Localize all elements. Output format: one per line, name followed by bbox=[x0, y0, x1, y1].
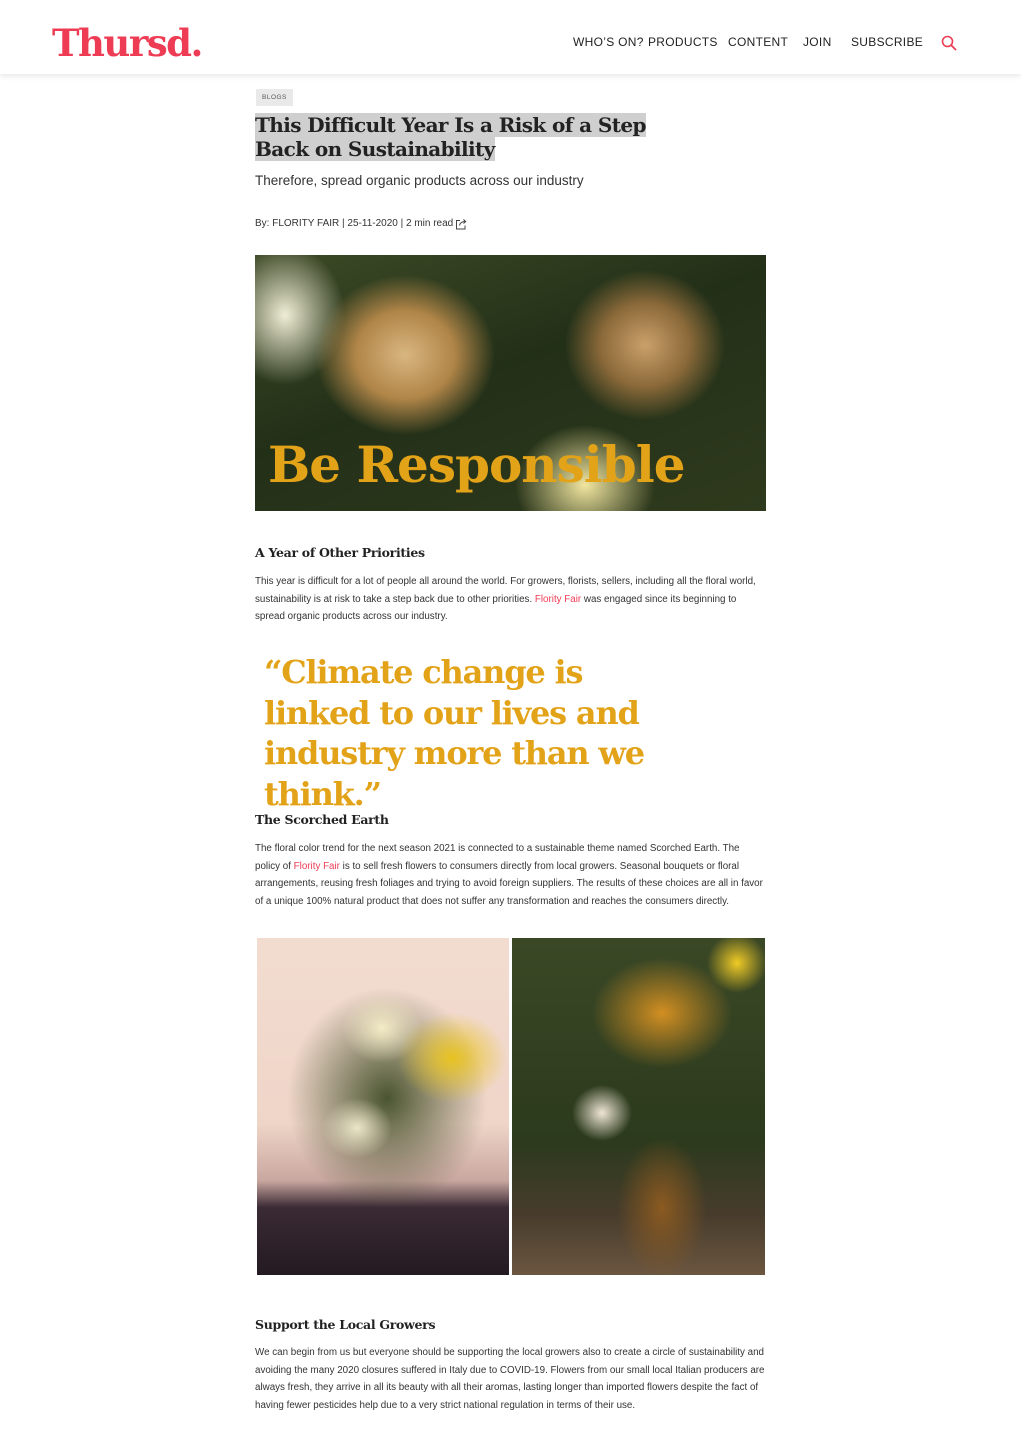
text-segment: is to sell fresh flowers to consumers directly from local growers. Seasonal bouquets or floral arrangements, reusing fresh foliages and trying to avoid foreign suppliers. The results of these choices are all in favor of a unique 100% natural product that does not suffer any transformation and reaches the consumers directly. bbox=[255, 860, 763, 907]
site-logo[interactable]: Thursd. bbox=[52, 21, 202, 65]
bouquet-photo-left bbox=[257, 938, 509, 1275]
nav-subscribe[interactable]: SUBSCRIBE bbox=[851, 35, 924, 49]
nav-content[interactable]: CONTENT bbox=[728, 35, 789, 49]
nav-join[interactable]: JOIN bbox=[803, 35, 832, 49]
section-text-local-growers: We can begin from us but everyone should be supporting the local growers also to create a circle of sustainability and avoiding the many 2020 closures suffered in Italy due to COVID-19. Flowers from our small local Italian producers are always fresh, they arrive in all its beauty with all their aromas, lasting longer than imported flowers despite the fact of having fewer pesticides help due to a very strict national regulation in terms of their use. bbox=[255, 1347, 765, 1411]
section-heading-priorities: A Year of Other Priorities bbox=[255, 545, 425, 560]
nav-whos-on[interactable]: WHO’S ON? bbox=[573, 35, 644, 49]
search-icon[interactable] bbox=[941, 35, 957, 51]
nav-products[interactable]: PRODUCTS bbox=[648, 35, 718, 49]
article-title bbox=[255, 113, 695, 161]
article-title-text: This Difficult Year Is a Risk of a Step Back on Sustainability bbox=[255, 113, 646, 161]
bouquet-photo-right bbox=[512, 938, 765, 1275]
hero-overlay-text: Be Responsible bbox=[268, 435, 685, 494]
section-text-priorities bbox=[255, 573, 767, 626]
flority-fair-link[interactable]: Flority Fair bbox=[534, 593, 582, 605]
section-text-scorched-earth bbox=[255, 840, 767, 910]
text-segment: was engaged since its beginning to spread organic products across our industry. bbox=[255, 593, 737, 623]
text-segment: This year is difficult for a lot of people all around the world. For growers, florists, sellers, including all the floral world, sustainability is at risk to take a step back due to other priorities. bbox=[255, 576, 756, 605]
flority-fair-link[interactable]: Flority Fair bbox=[293, 860, 340, 872]
share-icon[interactable] bbox=[455, 218, 467, 230]
site-header bbox=[0, 0, 1021, 74]
hero-image bbox=[255, 255, 766, 511]
article-meta: By: FLORITY FAIR | 25-11-2020 | 2 min read bbox=[255, 218, 454, 229]
text-segment: The floral color trend for the next season 2021 is connected to a sustainable theme named Scorched Earth. The policy of bbox=[255, 843, 740, 872]
category-tag[interactable]: BLOGS bbox=[256, 89, 293, 106]
pull-quote: “Climate change is linked to our lives and industry more than we think.” bbox=[264, 653, 644, 813]
section-heading-local-growers: Support the Local Growers bbox=[255, 1317, 436, 1332]
article-subtitle: Therefore, spread organic products across our industry bbox=[255, 173, 584, 188]
section-heading-scorched-earth: The Scorched Earth bbox=[255, 812, 389, 827]
